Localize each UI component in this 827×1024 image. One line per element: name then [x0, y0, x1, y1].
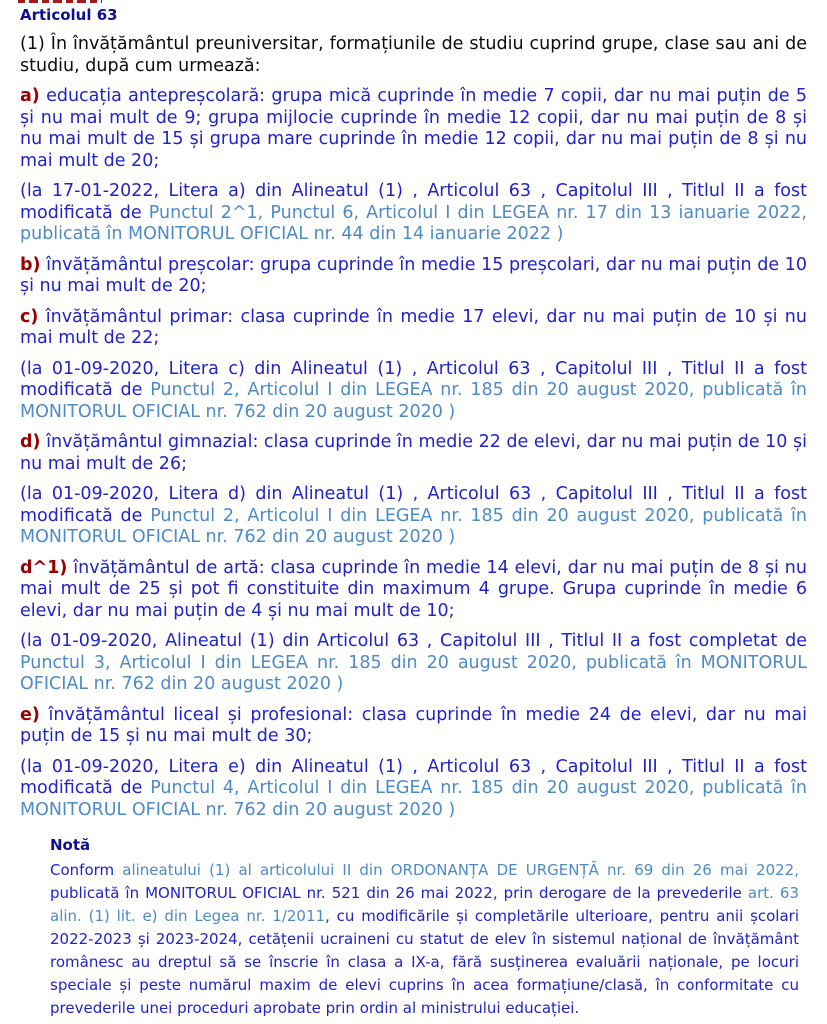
amendment-link[interactable]: Punctul 3, Articolul I din LEGEA nr. 185 din 20 august 2020, publicată în MONITORUL OFICIAL nr. 762 din 20 august 2020 ) — [20, 652, 807, 694]
letter-item-b — [20, 255, 807, 298]
amendment-note-d — [20, 484, 807, 549]
letter-text-d: învățământul gimnazial: clasa cuprinde în medie 22 de elevi, dar nu mai puțin de 10 și nu mai mult de 26; — [20, 432, 807, 474]
amendment-text: (la 01-09-2020, Alineatul (1) din Articolul 63 , Capitolul III , Titlul II a fost completat de — [20, 631, 807, 651]
amendment-link[interactable]: Punctul 2^1, Punctul 6, Articolul I din LEGEA nr. 17 din 13 ianuarie 2022, publicată în MONITORUL OFICIAL nr. 44 din 14 ianuarie 2022 ) — [20, 202, 807, 244]
amendment-text: (la 17-01-2022, Litera a) din Alineatul (1) , Articolul 63 , Capitolul III , Titlul II a fost modificată de — [20, 181, 807, 223]
letter-text-a: educația antepreșcolară: grupa mică cuprinde în medie 7 copii, dar nu mai puțin de 5 și nu mai mult de 9; grupa mijlocie cuprinde în medie 12 copii, dar nu mai puțin de 8 și nu mai mult de 15 și grupa mare cuprinde în medie 12 copii, dar nu mai puțin de 8 și nu mai mult de 20; — [20, 86, 807, 171]
letter-item-c — [20, 307, 807, 350]
amendment-note-c — [20, 359, 807, 424]
letter-item-a — [20, 86, 807, 172]
amendment-note-a — [20, 181, 807, 246]
amendment-text: (la 01-09-2020, Litera e) din Alineatul (1) , Articolul 63 , Capitolul III , Titlul II a fost modificată de — [20, 756, 807, 798]
letter-text-c: învățământul primar: clasa cuprinde în medie 17 elevi, dar nu mai puțin de 10 și nu mai mult de 22; — [20, 306, 807, 348]
amendment-link[interactable]: Punctul 2, Articolul I din LEGEA nr. 185 din 20 august 2020, publicată în MONITORUL OFICIAL nr. 762 din 20 august 2020 ) — [20, 505, 807, 547]
letter-item-e — [20, 705, 807, 748]
note-title: Notă — [50, 836, 91, 854]
clipped-text-remnant — [18, 0, 102, 3]
amendment-text: (la 01-09-2020, Litera d) din Alineatul (1) , Articolul 63 , Capitolul III , Titlul II a fost modificată de — [20, 484, 807, 526]
letter-text-d1: învățământul de artă: clasa cuprinde în medie 14 elevi, dar nu mai puțin de 8 și nu mai mult de 25 și pot fi constituite din maximum 4 grupe. Grupa cuprinde în medie 6 elevi, dar nu mai puțin de 4 și nu mai mult de 10; — [20, 557, 807, 621]
letter-label-d: d) — [20, 432, 41, 452]
note-link[interactable]: art. 63 alin. (1) lit. e) din Legea nr. 1/2011 — [50, 884, 799, 925]
amendment-note-d1 — [20, 631, 807, 696]
letter-label-e: e) — [20, 704, 40, 725]
letter-label-a: a) — [20, 86, 40, 106]
note-link[interactable]: alineatului (1) al articolului II din ORDONANȚA DE URGENȚĂ nr. 69 din 26 mai 2022, — [122, 861, 799, 879]
letter-text-e: învățământul liceal și profesional: clasa cuprinde în medie 24 de elevi, dar nu mai puțin de 15 și nu mai mult de 30; — [20, 704, 807, 746]
note-text: publicată în MONITORUL OFICIAL nr. 521 din 26 mai 2022, prin derogare de la prevederile — [50, 884, 748, 902]
letter-label-b: b) — [20, 254, 41, 275]
letter-label-c: c) — [20, 306, 39, 327]
note-text: , cu modificările și completările ulterioare, pentru anii școlari 2022-2023 și 2023-2024, cetățenii ucraineni cu statut de elev în sistemul național de învățământ românesc au dreptul să se înscrie în clasa a IX-a, fără susținerea evaluării naționale, pe locuri speciale și peste numărul maxim de elevi cuprins în acea formațiune/clasă, în conformitate cu prevederile unei proceduri aprobate prin ordin al ministrului educației. — [50, 907, 799, 1017]
amendment-note-e — [20, 757, 807, 822]
letter-item-d — [20, 432, 807, 475]
note-body — [50, 859, 799, 1020]
paragraph-1-intro: (1) În învățământul preuniversitar, formațiunile de studiu cuprind grupe, clase sau ani de studiu, după cum urmează: — [20, 34, 807, 76]
note-section — [50, 836, 799, 1020]
letter-label-d1: d^1) — [20, 557, 68, 578]
amendment-link[interactable]: Punctul 4, Articolul I din LEGEA nr. 185 din 20 august 2020, publicată în MONITORUL OFICIAL nr. 762 din 20 august 2020 ) — [20, 778, 807, 820]
letter-text-b: învățământul preșcolar: grupa cuprinde în medie 15 preșcolari, dar nu mai puțin de 10 și nu mai mult de 20; — [20, 254, 807, 296]
article-title: Articolul 63 — [20, 6, 118, 24]
letter-item-d1 — [20, 558, 807, 623]
note-text: Conform — [50, 861, 123, 879]
amendment-link[interactable]: Punctul 2, Articolul I din LEGEA nr. 185 din 20 august 2020, publicată în MONITORUL OFICIAL nr. 762 din 20 august 2020 ) — [20, 380, 807, 422]
amendment-text: (la 01-09-2020, Litera c) din Alineatul (1) , Articolul 63 , Capitolul III , Titlul II a fost modificată de — [20, 358, 807, 400]
